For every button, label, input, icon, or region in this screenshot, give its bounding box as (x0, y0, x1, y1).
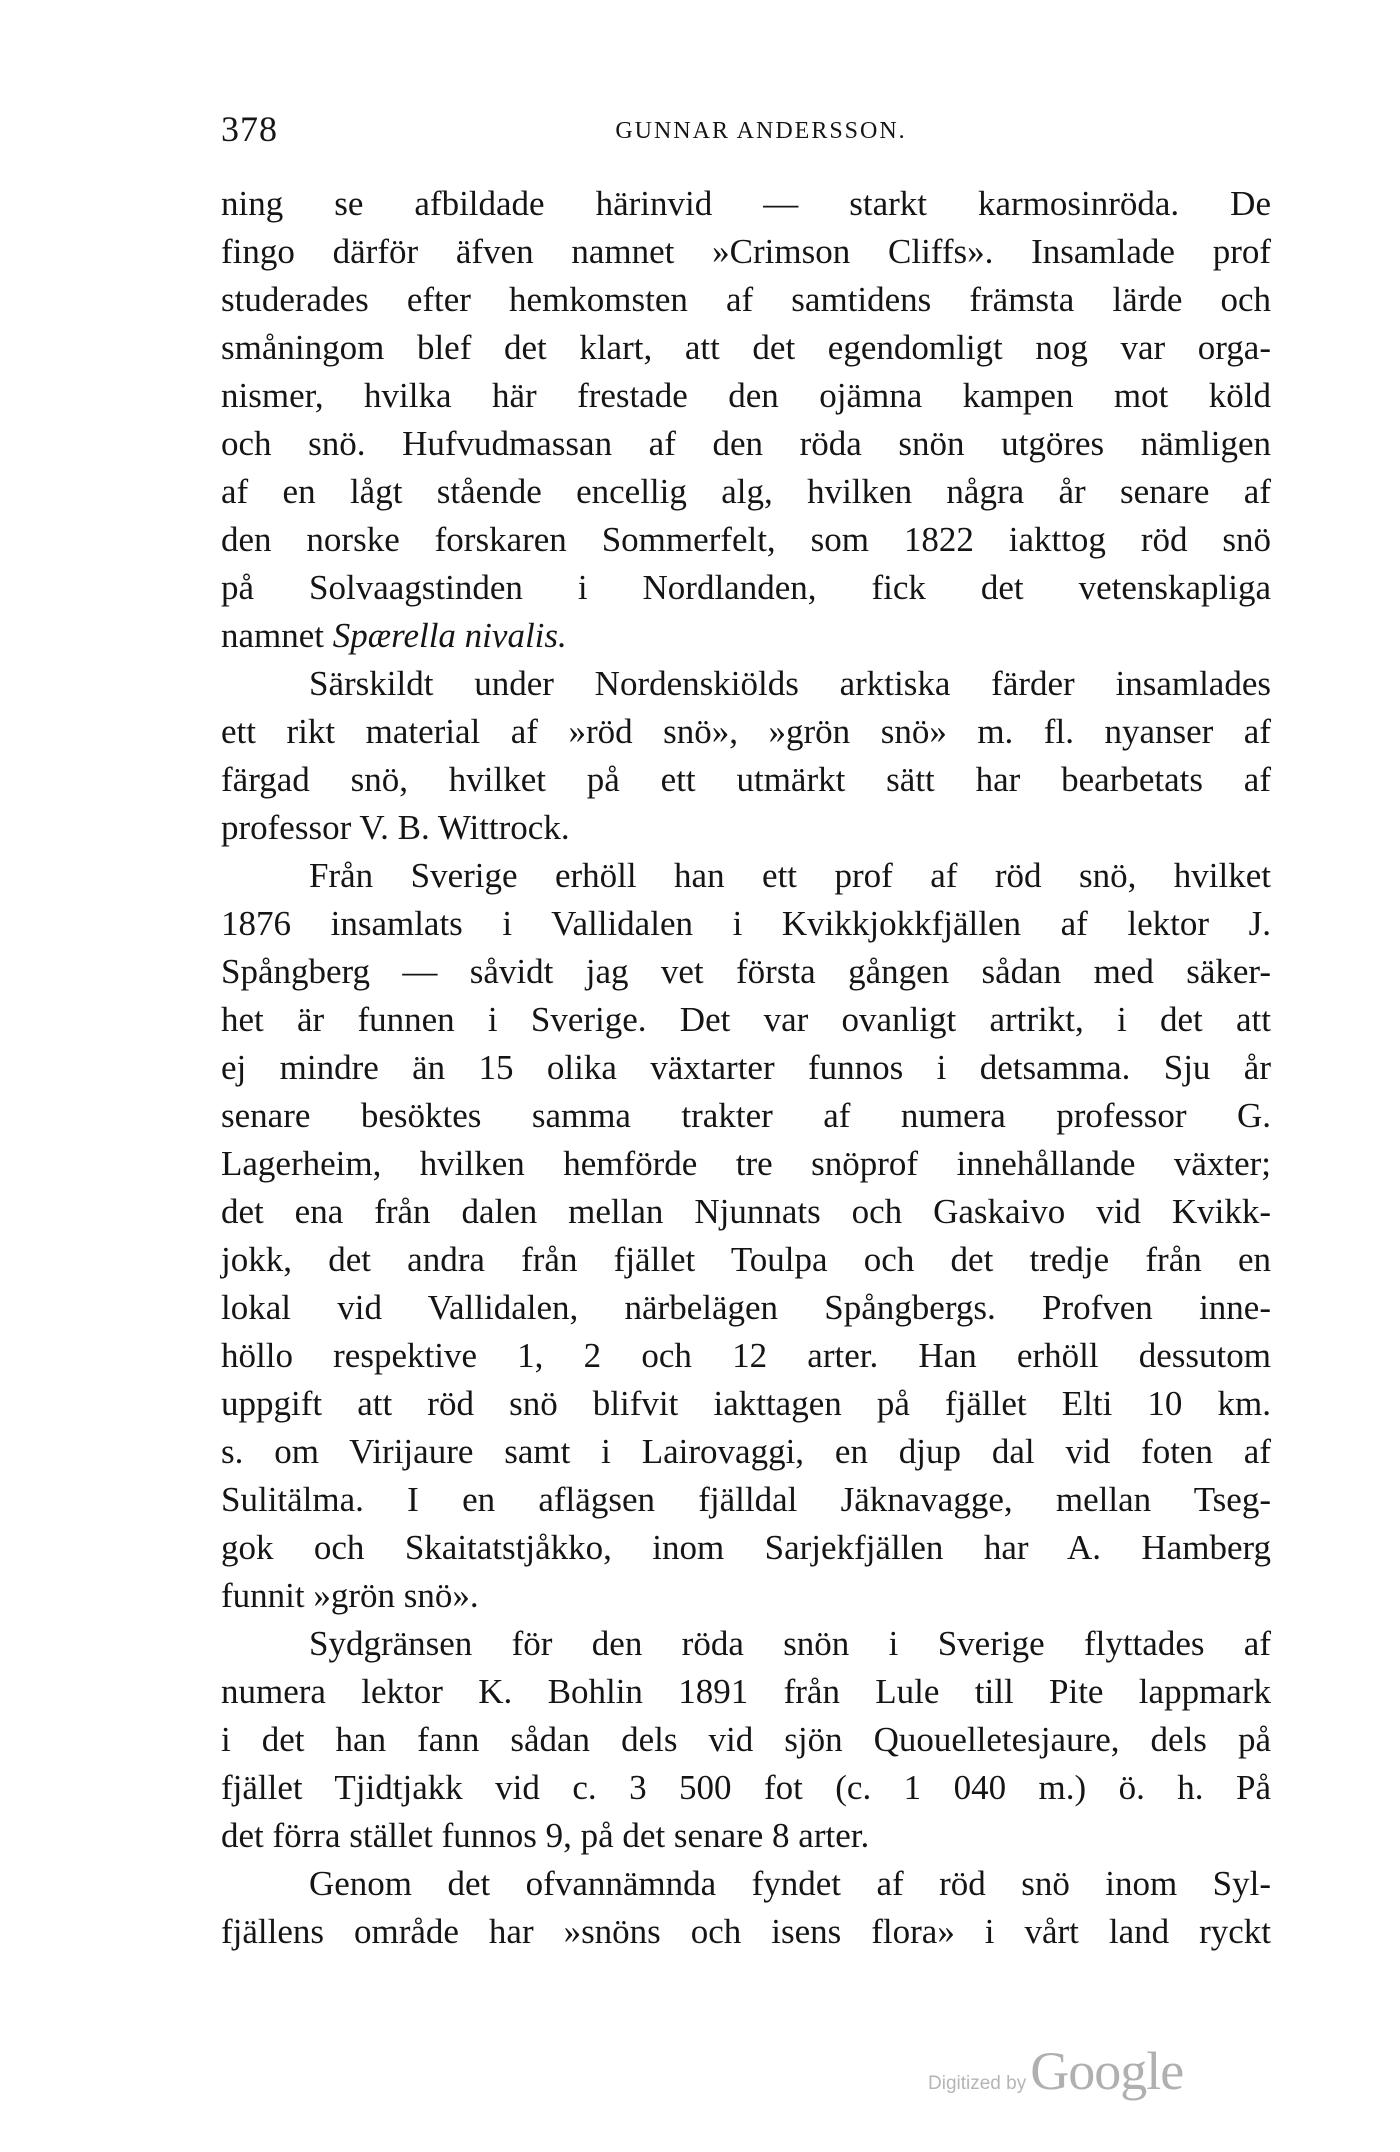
text-line: het är funnen i Sverige. Det var ovanligt artrikt, i det att (221, 1000, 1271, 1039)
text-line: 1876 insamlats i Vallidalen i Kvikkjokkfjällen af lektor J. (221, 904, 1271, 943)
digitized-by-label: Digitized by (928, 2073, 1027, 2094)
text-line: ett rikt material af »röd snö», »grön snö» m. fl. nyanser af (221, 712, 1271, 751)
page-number: 378 (221, 109, 278, 149)
text-line: Spångberg — såvidt jag vet första gången sådan med säker- (221, 952, 1271, 991)
text-line: höllo respektive 1, 2 och 12 arter. Han erhöll dessutom (221, 1336, 1271, 1375)
text-line: studerades efter hemkomsten af samtidens främsta lärde och (221, 280, 1271, 319)
text-line: det ena från dalen mellan Njunnats och Gaskaivo vid Kvikk- (221, 1192, 1271, 1231)
text-line: s. om Virijaure samt i Lairovaggi, en djup dal vid foten af (221, 1432, 1271, 1471)
body-text (221, 180, 1271, 1956)
text-line: senare besöktes samma trakter af numera professor G. (221, 1096, 1271, 1135)
text-line: och snö. Hufvudmassan af den röda snön utgöres nämligen (221, 424, 1271, 463)
text-line: funnit »grön snö». (221, 1576, 479, 1615)
running-head: GUNNAR ANDERSSON. (615, 118, 907, 144)
text-line: småningom blef det klart, att det egendomligt nog var orga- (221, 328, 1271, 367)
species-name: Spærella nivalis. (332, 616, 567, 655)
text-fragment: namnet (221, 616, 333, 655)
text-line: fjället Tjidtjakk vid c. 3 500 fot (c. 1 040 m.) ö. h. På (221, 1768, 1271, 1807)
paragraph-start: Sydgränsen för den röda snön i Sverige flyttades af (309, 1624, 1271, 1663)
text-line: Sulitälma. I en aflägsen fjälldal Jäknavagge, mellan Tseg- (221, 1480, 1271, 1519)
text-line: Lagerheim, hvilken hemförde tre snöprof innehållande växter; (221, 1144, 1271, 1183)
text-line: uppgift att röd snö blifvit iakttagen på fjället Elti 10 km. (221, 1384, 1271, 1423)
google-logo: Google (1030, 2041, 1184, 2101)
text-line: nismer, hvilka här frestade den ojämna kampen mot köld (221, 376, 1271, 415)
text-line: i det han fann sådan dels vid sjön Quouelletesjaure, dels på (221, 1720, 1271, 1759)
text-line: gok och Skaitatstjåkko, inom Sarjekfjällen har A. Hamberg (221, 1528, 1271, 1567)
page-header (221, 108, 1271, 158)
paragraph-start: Särskildt under Nordenskiölds arktiska färder insamlades (309, 664, 1271, 703)
text-line: af en lågt stående encellig alg, hvilken några år senare af (221, 472, 1271, 511)
text-line: numera lektor K. Bohlin 1891 från Lule till Pite lappmark (221, 1672, 1271, 1711)
text-line: ej mindre än 15 olika växtarter funnos i detsamma. Sju år (221, 1048, 1271, 1087)
digitized-watermark (928, 2040, 1183, 2100)
paragraph-start: Från Sverige erhöll han ett prof af röd snö, hvilket (309, 856, 1271, 895)
text-line-with-species (221, 612, 1271, 660)
text-line: ning se afbildade härinvid — starkt karmosinröda. De (221, 184, 1271, 223)
text-line: jokk, det andra från fjället Toulpa och det tredje från en (221, 1240, 1271, 1279)
text-line: färgad snö, hvilket på ett utmärkt sätt har bearbetats af (221, 760, 1271, 799)
text-line: den norske forskaren Sommerfelt, som 1822 iakttog röd snö (221, 520, 1271, 559)
text-line: professor V. B. Wittrock. (221, 808, 570, 847)
text-line: lokal vid Vallidalen, närbelägen Spångbergs. Profven inne- (221, 1288, 1271, 1327)
text-line: det förra stället funnos 9, på det senare 8 arter. (221, 1816, 870, 1855)
text-line: fingo därför äfven namnet »Crimson Cliffs». Insamlade prof (221, 232, 1271, 271)
text-line: på Solvaagstinden i Nordlanden, fick det vetenskapliga (221, 568, 1271, 607)
paragraph-start: Genom det ofvannämnda fyndet af röd snö inom Syl- (309, 1864, 1271, 1903)
text-line: fjällens område har »snöns och isens flora» i vårt land ryckt (221, 1912, 1271, 1951)
